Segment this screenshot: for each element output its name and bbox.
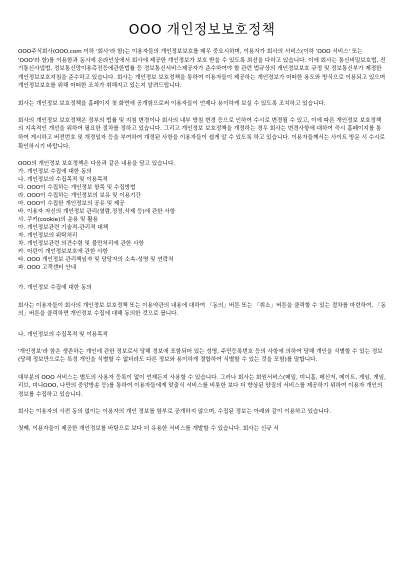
section-b-paragraph-1: '개인정보'라 함은 생존하는 개인에 관한 정보로서 당해 정보에 포함되어 있는 성명, 주민등록번호 등의 사항에 의하여 당해 개인을 식별할 수 있는 정보(당해 정보만으로는 특정 개인을 식별할 수 없더라도 다른 정보와 용이하게 결합하여 식별할 수 있는 것을 포함)를 말합니다. [18, 348, 383, 364]
page-title: OOO 개인정보보호정책 [128, 22, 276, 38]
section-b-paragraph-2: 대부분의 OOO 서비스는 별도의 사용자 등록이 없이 언제든지 사용할 수 있습니다. 그러나 회사는 회원서비스(메일, 미니홈, 메신저, 메이트, 게임, 게임, 리브, 미니OOO, 나만의 중앙방송 등)를 통하여 이용자들에게 맞춤식 서비스를 비롯한 보다 더 향상된 양질의 서비스를 제공하기 위하여 이용자 개인의 정보를 수집하고 있습니다. [18, 374, 386, 398]
section-a-heading: 가. 개인정보 수집에 대한 동의 [18, 285, 92, 292]
section-b-paragraph-4: 첫째, 이용자들이 제공한 개인정보를 바탕으로 보다 더 유용한 서비스를 개발할 수 있습니다. 회사는 신규 서 [18, 426, 279, 433]
toc-item: 파. OOO 고객센터 안내 [18, 265, 77, 272]
intro-paragraph: OOO주식회사(OOO.com 이하 '회사'라 함)는 이용자들의 개인정보보호를 매우 중요시하며, 이용자가 회사의 서비스(이하 'OOO 서비스' 또는 'OOO'라 함)를 이용함과 동시에 온라인상에서 회사에 제공한 개인정보가 보호 받을 수 있도록 최선을 다하고 있습니다. 이에 회사는 통신비밀보호법, 전기통신사업법, 정보통신망이용촉진등에관한법률 등 정보통신서비스제공자가 준수하여야 할 관련 법규상의 개인정보보호 규정 및 정보통신부가 제정한 개인정보보호지침을 준수하고 있습니다. 회사는 개인정보 보호정책을 통하여 이용자들이 제공하는 개인정보가 어떠한 용도와 방식으로 이용되고 있으며 개인정보보호를 위해 어떠한 조치가 취해지고 있는지 알려드립니다. [18, 49, 386, 90]
changes-paragraph: 회사의 개인정보 보호정책은 정부의 법률 및 지침 변경이나 회사의 내부 방침 변경 등으로 인하여 수시로 변경될 수 있고, 이에 따른 개인정보 보호정책의 지속적인 개선을 위하여 필요한 절차를 정하고 있습니다. 그리고 개인정보 보호정책을 개정하는 경우 회사는 변경사항에 대하여 즉시 홈페이지를 통하여 게시하고 버전번호 및 개정일자 등을 부여하여 개정된 사항을 이용자들이 쉽게 알 수 있도록 하고 있습니다. 이용자들께서는 사이트 방문 시 수시로 확인하시기 바랍니다. [18, 117, 385, 150]
toc-item: 라. OOO이 수집하는 개인정보의 보유 및 이용기간 [18, 193, 141, 200]
toc-item: 나. 개인정보의 수집목적 및 이용목적 [18, 177, 108, 184]
toc-item: 아. 개인정보관련 기술적-관리적 대책 [18, 225, 109, 232]
section-b-heading: 나. 개인정보의 수집목적 및 이용목적 [18, 331, 108, 338]
toc-item: 가. 개인정보 수집에 대한 동의 [18, 169, 92, 176]
section-b-paragraph-3: 회사는 이용자의 사전 동의 없이는 이용자의 개인 정보를 함부로 공개하지 않으며, 수집된 정보는 아래와 같이 이용하고 있습니다. [18, 409, 331, 416]
toc-item: 타. OOO 개인정보 관리책임자 및 담당자의 소속-성명 및 연락처 [18, 257, 174, 264]
toc-item: 마. OOO이 수집한 개인정보의 공유 및 제공 [18, 201, 125, 208]
table-of-contents [18, 168, 386, 272]
toc-item: 차. 개인정보관련 의견수렴 및 불만처리에 관한 사항 [18, 241, 144, 248]
disclosure-paragraph: 회사는 개인정보 보호정책을 홈페이지 첫 화면에 공개함으로써 이용자들이 언제나 용이하게 보실 수 있도록 조치하고 있습니다. [18, 100, 326, 107]
toc-item: 카. 어린이 개인정보보호에 관한 사항 [18, 249, 108, 256]
toc-item: 자. 개인정보의 위탁처리 [18, 233, 78, 240]
toc-item: 바. 이용자 자신의 개인정보 관리(열람,정정,삭제 등)에 관한 사항 [18, 209, 176, 216]
toc-item: 사. 쿠키(cookie)의 운용 및 활용 [18, 217, 99, 224]
section-a-body: 회사는 이용자들이 회사의 개인정보 보호정책 또는 이용약관의 내용에 대하여 「동의」버튼 또는 「취소」버튼을 클릭할 수 있는 절차를 마련하여, 「동의」버튼을 클릭하면 개인정보 수집에 대해 동의한 것으로 봅니다. [18, 302, 386, 318]
toc-intro: OOO의 개인정보 보호정책은 다음과 같은 내용을 담고 있습니다. [18, 160, 176, 167]
toc-item: 다. OOO이 수집하는 개인정보 항목 및 수집방법 [18, 185, 136, 192]
